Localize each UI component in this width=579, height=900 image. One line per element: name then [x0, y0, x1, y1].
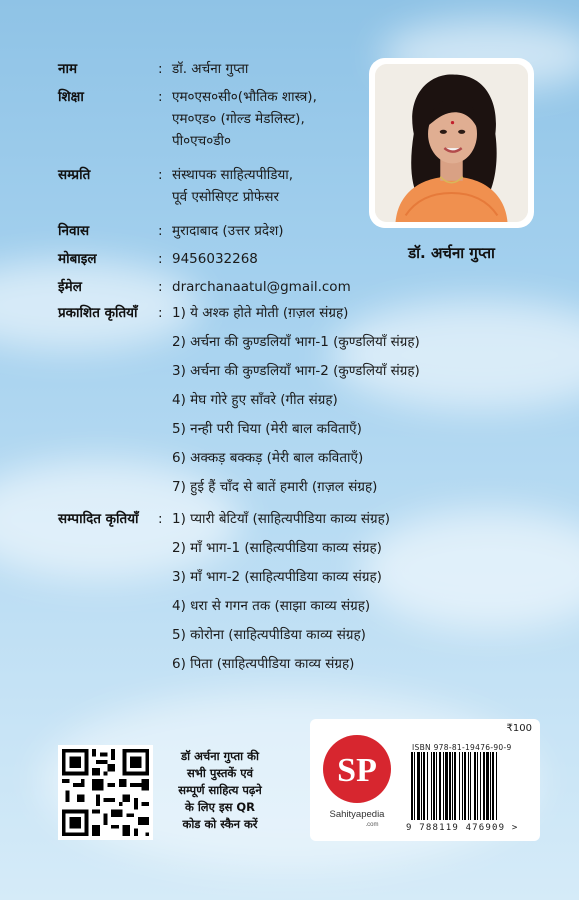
list-item: 2) अर्चना की कुण्डलियाँ भाग-1 (कुण्डलियाँ संग्रह) — [172, 334, 420, 350]
list-item: 5) नन्ही परी चिया (मेरी बाल कविताएँ) — [172, 421, 362, 437]
occupation-value: पूर्व एसोसिएट प्रोफेसर — [172, 189, 279, 205]
barcode-bar — [423, 752, 425, 820]
barcode-panel — [310, 719, 540, 841]
residence-value: मुरादाबाद (उत्तर प्रदेश) — [172, 223, 284, 239]
list-item: 1) प्यारी बेटियाँ (साहित्यपीडिया काव्य संग्रह) — [172, 511, 391, 527]
barcode-bar — [454, 752, 456, 820]
education-value: एम०एस०सी०(भौतिक शास्त्र), — [172, 89, 317, 105]
barcode-bar — [449, 752, 451, 820]
name-value: डॉ. अर्चना गुप्ता — [172, 61, 249, 77]
qr-caption-line: के लिए इस QR — [184, 800, 256, 814]
publisher-name: Sahityapedia — [329, 809, 385, 820]
barcode-bar — [464, 752, 466, 820]
residence-label: निवास — [58, 223, 90, 239]
barcode-bar — [417, 752, 420, 820]
barcode-bar — [483, 752, 485, 820]
barcode-bar — [411, 752, 413, 820]
barcode-bar — [452, 752, 453, 820]
colon: : — [158, 251, 163, 267]
mobile-value: 9456032268 — [172, 251, 258, 267]
colon: : — [158, 89, 163, 105]
qr-code — [58, 745, 153, 840]
publisher-domain: .com — [365, 822, 379, 828]
barcode-bar — [474, 752, 476, 820]
barcode-bar — [439, 752, 441, 820]
barcode-bar — [436, 752, 437, 820]
qr-caption — [160, 748, 280, 833]
qr-caption-line: कोड को स्कैन करें — [182, 817, 258, 831]
occupation-label: सम्प्रति — [58, 167, 91, 183]
occupation-value: संस्थापक साहित्यपीडिया, — [172, 167, 294, 183]
colon: : — [158, 305, 163, 321]
education-value: पी०एच०डी० — [172, 133, 231, 149]
barcode-bar — [459, 752, 460, 820]
email-label: ईमेल — [58, 279, 82, 295]
list-item: 6) अक्कड़ बक्कड़ (मेरी बाल कविताएँ) — [172, 450, 364, 466]
barcode-number: 9 788119 476909 > — [406, 823, 519, 833]
logo-letters: SP — [337, 752, 377, 789]
published-label: प्रकाशित कृतियाँ — [58, 305, 138, 321]
edited-label: सम्पादित कृतियाँ — [58, 511, 139, 527]
barcode-bar — [443, 752, 444, 820]
education-value: एम०एड० (गोल्ड मेडलिस्ट), — [172, 111, 305, 127]
edited-list — [172, 508, 458, 682]
list-item: 5) कोरोना (साहित्यपीडिया काव्य संग्रह) — [172, 627, 366, 643]
list-item: 4) धरा से गगन तक (साझा काव्य संग्रह) — [172, 598, 371, 614]
barcode-bar — [468, 752, 469, 820]
barcode-bar — [427, 752, 428, 820]
colon: : — [158, 279, 163, 295]
barcode-bar — [480, 752, 481, 820]
author-photo — [375, 64, 528, 222]
barcode-bar — [470, 752, 471, 820]
barcode-bar — [496, 752, 497, 820]
list-item: 4) मेघ गोरे हुए साँवरे (गीत संग्रह) — [172, 392, 338, 408]
list-item: 3) अर्चना की कुण्डलियाँ भाग-2 (कुण्डलियाँ संग्रह) — [172, 363, 420, 379]
author-photo-frame — [369, 58, 534, 228]
name-label: नाम — [58, 61, 78, 77]
barcode-bar — [433, 752, 435, 820]
qr-caption-line: सभी पुस्तकें एवं — [187, 766, 253, 780]
list-item: 7) हुई हैं चाँद से बातें हमारी (ग़ज़ल संग्रह) — [172, 479, 378, 495]
author-photo-caption: डॉ. अर्चना गुप्ता — [408, 244, 495, 262]
barcode-bar — [492, 752, 494, 820]
barcode-bar — [414, 752, 415, 820]
barcode-bar — [486, 752, 489, 820]
list-item: 6) पिता (साहित्यपीडिया काव्य संग्रह) — [172, 656, 355, 672]
colon: : — [158, 223, 163, 239]
education-label: शिक्षा — [58, 89, 84, 105]
colon: : — [158, 511, 163, 527]
colon: : — [158, 167, 163, 183]
publisher-logo — [320, 731, 394, 831]
email-value: drarchanaatul@gmail.com — [172, 279, 351, 295]
colon: : — [158, 61, 163, 77]
price: ₹100 — [506, 723, 532, 734]
barcode-bar — [477, 752, 478, 820]
published-row — [58, 302, 458, 505]
email-row — [58, 276, 458, 298]
qr-caption-line: डॉ अर्चना गुप्ता की — [181, 749, 259, 763]
barcode-bar — [421, 752, 422, 820]
list-item: 1) ये अश्क होते मोती (ग़ज़ल संग्रह) — [172, 305, 349, 321]
isbn: ISBN 978-81-19476-90-9 — [412, 743, 512, 752]
barcode — [410, 752, 532, 820]
barcode-bar — [462, 752, 463, 820]
published-list — [172, 302, 458, 505]
barcode-bar — [431, 752, 432, 820]
qr-caption-line: सम्पूर्ण साहित्य पढ़ने — [178, 783, 262, 797]
list-item: 2) माँ भाग-1 (साहित्यपीडिया काव्य संग्रह) — [172, 540, 382, 556]
mobile-label: मोबाइल — [58, 251, 97, 267]
list-item: 3) माँ भाग-2 (साहित्यपीडिया काव्य संग्रह) — [172, 569, 382, 585]
barcode-bar — [490, 752, 491, 820]
barcode-bar — [445, 752, 448, 820]
edited-row — [58, 508, 458, 682]
